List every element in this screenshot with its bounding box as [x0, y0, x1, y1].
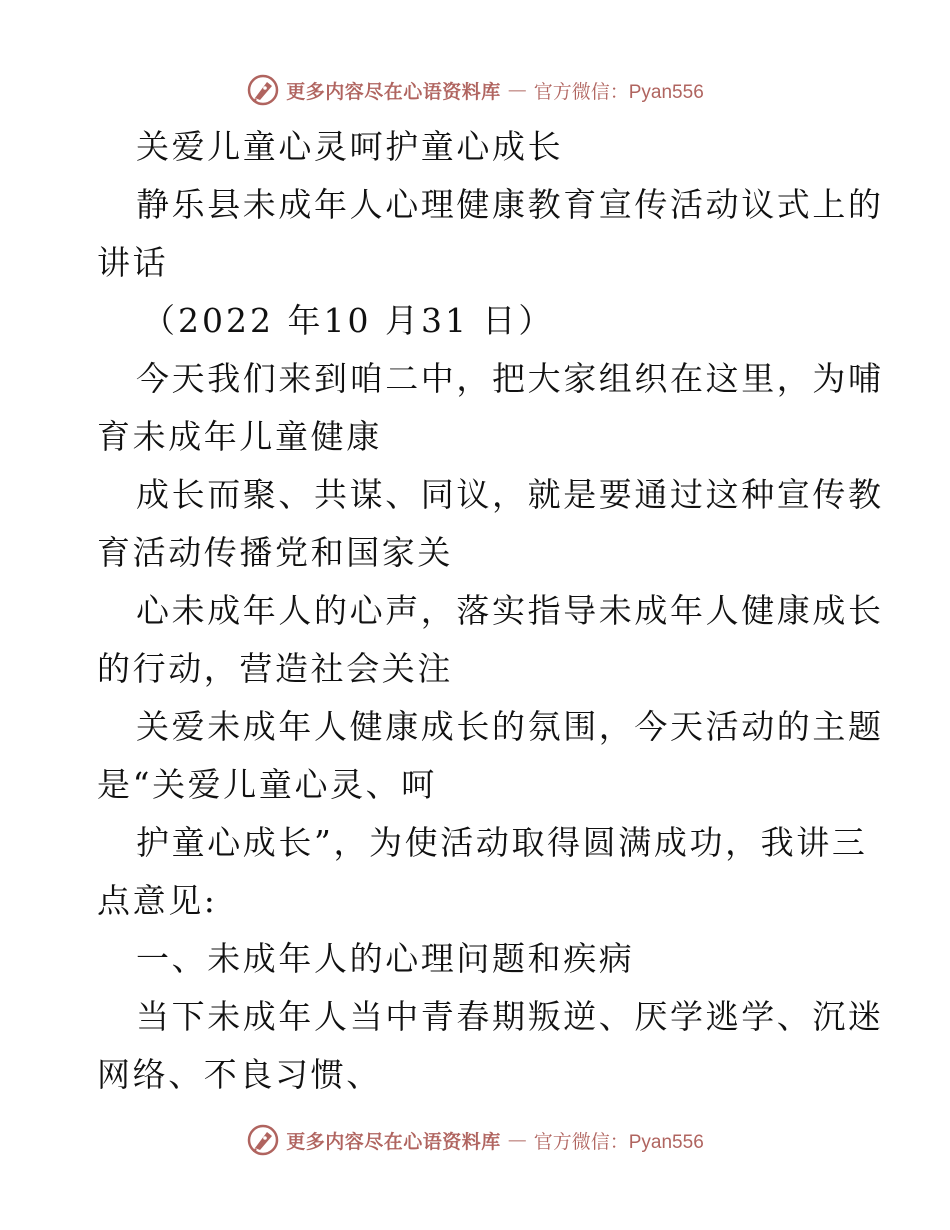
paragraph-line: 是“关爱儿童心灵、呵 [97, 765, 437, 804]
watermark-contact: 官方微信：Pyan556 [533, 1131, 704, 1153]
paragraph-line: 的行动，营造社会关注 [97, 649, 453, 688]
paragraph-line: 今天我们来到咱二中，把大家组织在这里，为哺 [136, 359, 884, 398]
watermark-separator: — [507, 1129, 527, 1151]
document-date: （2022 年10 月31 日） [142, 301, 555, 340]
paragraph-line: 点意见: [97, 881, 218, 920]
section-heading: 一、未成年人的心理问题和疾病 [136, 939, 635, 978]
document-subtitle: 静乐县未成年人心理健康教育宣传活动议式上的 [136, 185, 884, 224]
paragraph-line: 关爱未成年人健康成长的氛围，今天活动的主题 [136, 707, 884, 746]
watermark-brand: 更多内容尽在心语资料库 [286, 1130, 501, 1153]
document-title: 关爱儿童心灵呵护童心成长 [136, 127, 564, 166]
document-body [97, 118, 884, 1104]
paragraph-line: 心未成年人的心声，落实指导未成年人健康成长 [136, 591, 884, 630]
watermark-header [0, 72, 950, 108]
watermark-separator: — [507, 79, 527, 101]
watermark-brand: 更多内容尽在心语资料库 [286, 80, 501, 103]
paragraph-line: 当下未成年人当中青春期叛逆、厌学逃学、沉迷 [136, 997, 884, 1036]
paragraph-line: 护童心成长”，为使活动取得圆满成功，我讲三 [136, 823, 868, 862]
document-subtitle-cont: 讲话 [97, 243, 169, 282]
paragraph-line: 育未成年儿童健康 [97, 417, 382, 456]
paragraph-line: 成长而聚、共谋、同议，就是要通过这种宣传教 [136, 475, 884, 514]
paragraph-line: 网络、不良习惯、 [97, 1055, 382, 1094]
pen-nib-icon [246, 1123, 280, 1157]
watermark-contact: 官方微信：Pyan556 [533, 81, 704, 103]
watermark-footer [0, 1122, 950, 1158]
pen-nib-icon [246, 73, 280, 107]
paragraph-line: 育活动传播党和国家关 [97, 533, 453, 572]
